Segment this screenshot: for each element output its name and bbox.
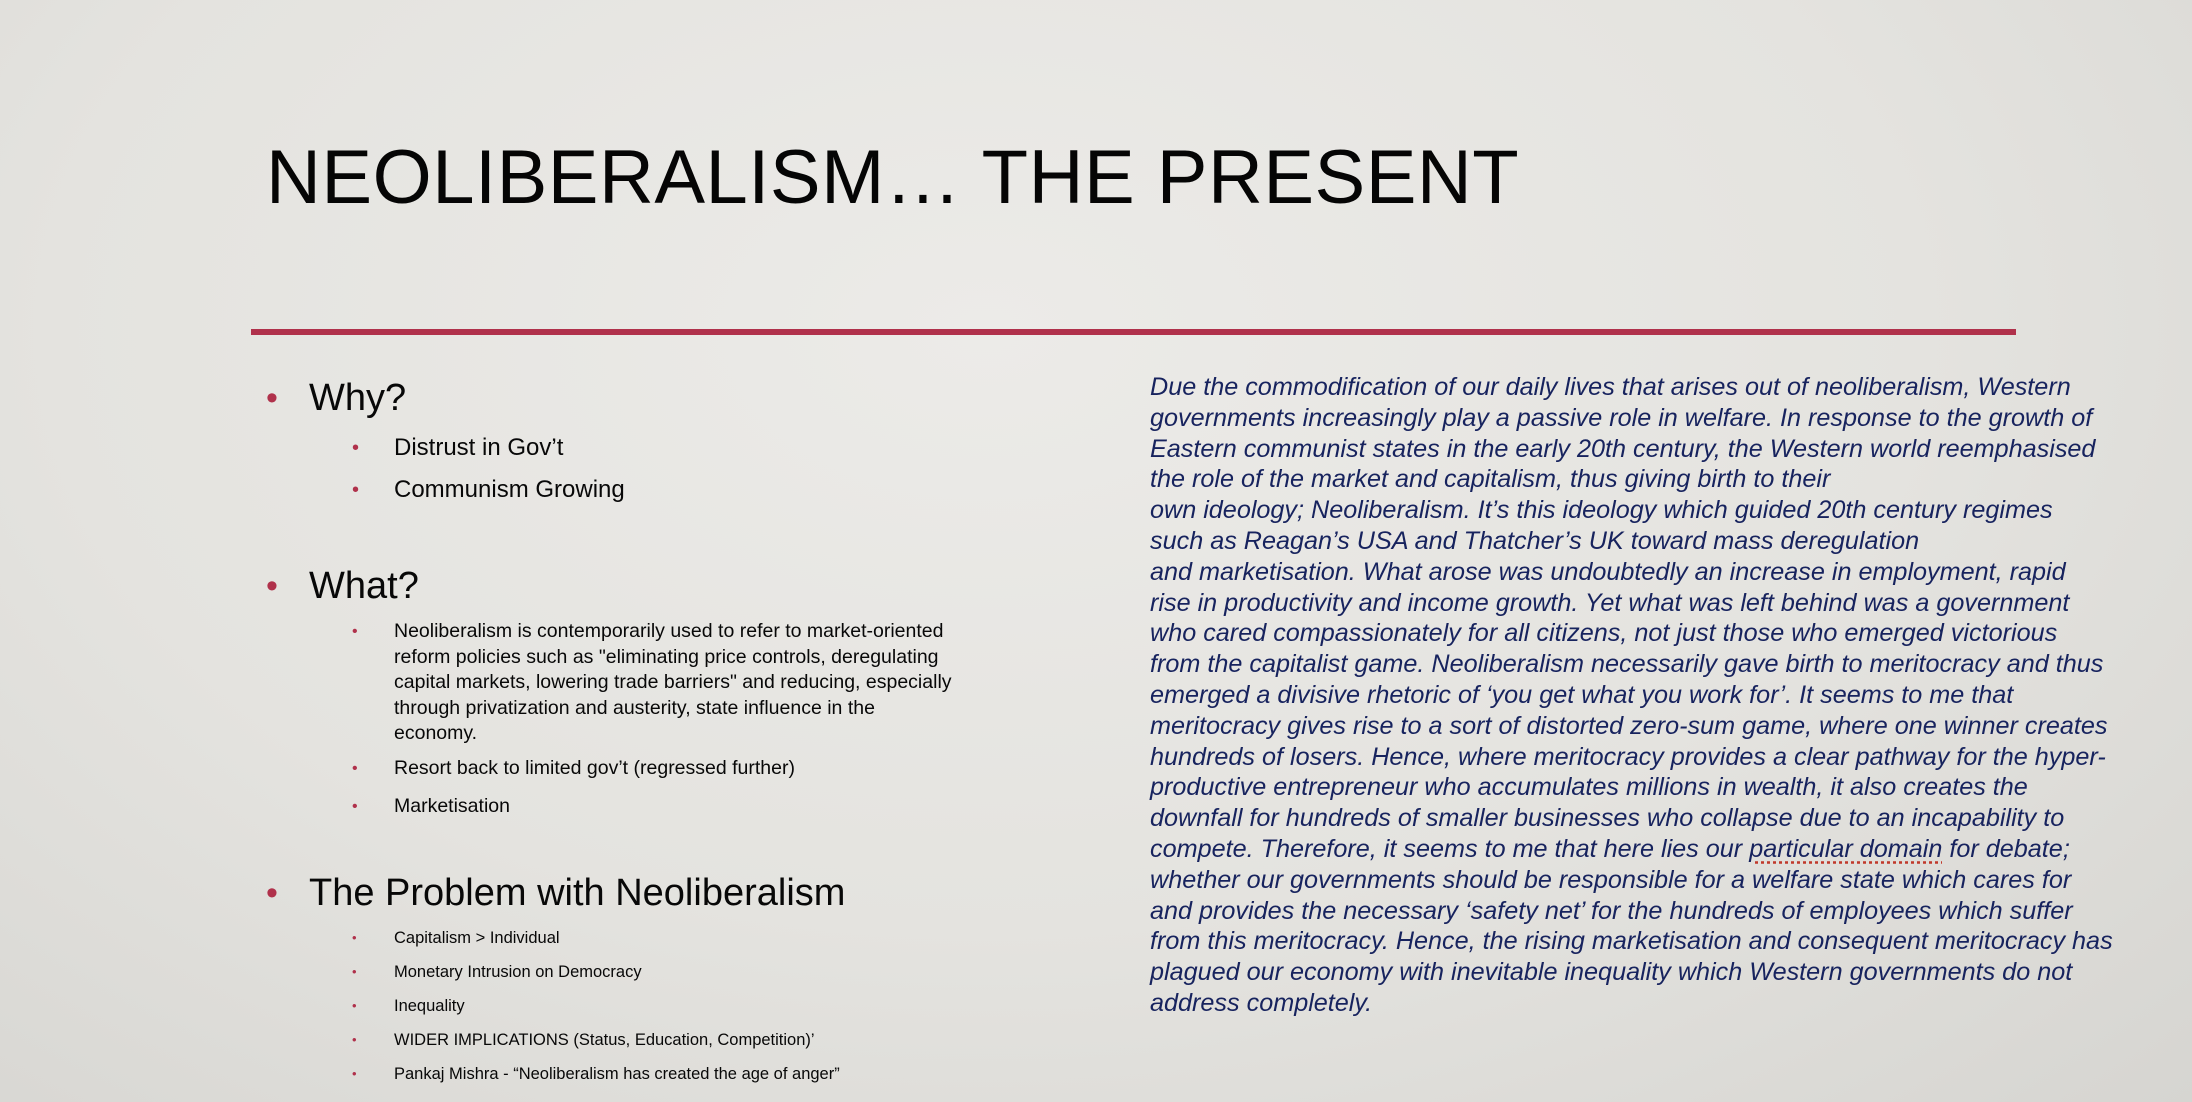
bullet-capitalism[interactable]: [352, 927, 560, 949]
bullet-dot-icon: •: [352, 623, 358, 640]
essay-text-box[interactable]: [1150, 372, 2140, 1019]
item-text: Communism Growing: [394, 476, 625, 503]
bullet-dot-icon: •: [266, 874, 278, 912]
item-text: Pankaj Mishra - “Neoliberalism has created the age of anger”: [394, 1065, 840, 1083]
bullet-dot-icon: •: [352, 437, 360, 459]
bullet-dot-icon: •: [266, 379, 278, 417]
item-text: Inequality: [394, 997, 465, 1015]
bullet-dot-icon: •: [352, 1032, 357, 1047]
bullet-dot-icon: •: [266, 567, 278, 605]
bullet-what[interactable]: [266, 564, 419, 608]
essay-text-before: Due the commodification of our daily lives that arises out of neoliberalism, Western governments increasingly play a passive role in welfare. In response to the growth of Eastern communist states in the early 20th century, the Western world reemphasised the role of the market and capitalism, thus giving birth to their own ideology; Neoliberalism. It’s this ideology which guided 20th century regimes such as Reagan’s USA and Thatcher’s UK toward mass deregulation and marketisation. What arose was undoubtedly an increase in employment, rapid rise in productivity and income growth. Yet what was left behind was a government who cared compassionately for all citizens, not just those who emerged victorious from the capitalist game. Neoliberalism necessarily gave birth to meritocracy and thus emerged a divisive rhetoric of ‘you get what you work for’. It seems to me that meritocracy gives rise to a sort of distorted zero-sum game, where one winner creates hundreds of losers. Hence, where meritocracy provides a clear pathway for the hyper- productive entrepreneur who accumulates millions in wealth, it also creates the downfall for hundreds of smaller businesses who collapse due to an incapability to compete. Therefore, it seems to me that here lies our: [1150, 373, 2108, 863]
bullet-dot-icon: •: [352, 760, 358, 777]
bullet-why[interactable]: [266, 376, 406, 420]
heading-what: What?: [309, 565, 419, 607]
bullet-definition[interactable]: [352, 619, 954, 747]
heading-why: Why?: [309, 377, 407, 419]
item-text: Resort back to limited gov’t (regressed further): [394, 757, 795, 779]
item-text: Distrust in Gov’t: [394, 434, 564, 461]
bullet-limited-govt[interactable]: [352, 756, 795, 782]
bullet-dot-icon: •: [352, 964, 357, 979]
bullet-wider-implications[interactable]: [352, 1029, 815, 1051]
heading-problem: The Problem with Neoliberalism: [309, 872, 846, 914]
item-text: Capitalism > Individual: [394, 929, 560, 947]
spelling-flagged-phrase[interactable]: particular domain: [1749, 834, 1943, 863]
bullet-distrust[interactable]: [352, 433, 563, 463]
bullet-problem[interactable]: [266, 871, 845, 915]
bullet-dot-icon: •: [352, 798, 358, 815]
item-text: Marketisation: [394, 795, 510, 817]
bullet-monetary[interactable]: [352, 961, 642, 983]
item-text: Neoliberalism is contemporarily used to refer to market-oriented reform policies such as "eliminating price controls, deregulating capital markets, lowering trade barriers" and reducing, especially through privatization and austerity, state influence in the economy.: [394, 620, 952, 744]
bullet-dot-icon: •: [352, 998, 357, 1013]
item-text: Monetary Intrusion on Democracy: [394, 963, 642, 981]
bullet-marketisation[interactable]: [352, 794, 510, 820]
item-text: WIDER IMPLICATIONS (Status, Education, Competition)’: [394, 1031, 815, 1049]
bullet-dot-icon: •: [352, 930, 357, 945]
bullet-communism[interactable]: [352, 475, 625, 505]
bullet-inequality[interactable]: [352, 995, 465, 1017]
slide-title[interactable]: NEOLIBERALISM… THE PRESENT: [266, 135, 1520, 220]
bullet-dot-icon: •: [352, 479, 360, 501]
title-divider: [251, 329, 2016, 335]
bullet-mishra-quote[interactable]: [352, 1063, 840, 1085]
bullet-dot-icon: •: [352, 1066, 357, 1081]
essay-text-after: for debate; whether our governments should be responsible for a welfare state which cares for and provides the necessary ‘safety net’ for the hundreds of employees which suffer from this meritocracy. Hence, the rising marketisation and consequent meritocracy has plagued our economy with inevitable inequality which Western governments do not address completely.: [1150, 834, 2113, 1017]
